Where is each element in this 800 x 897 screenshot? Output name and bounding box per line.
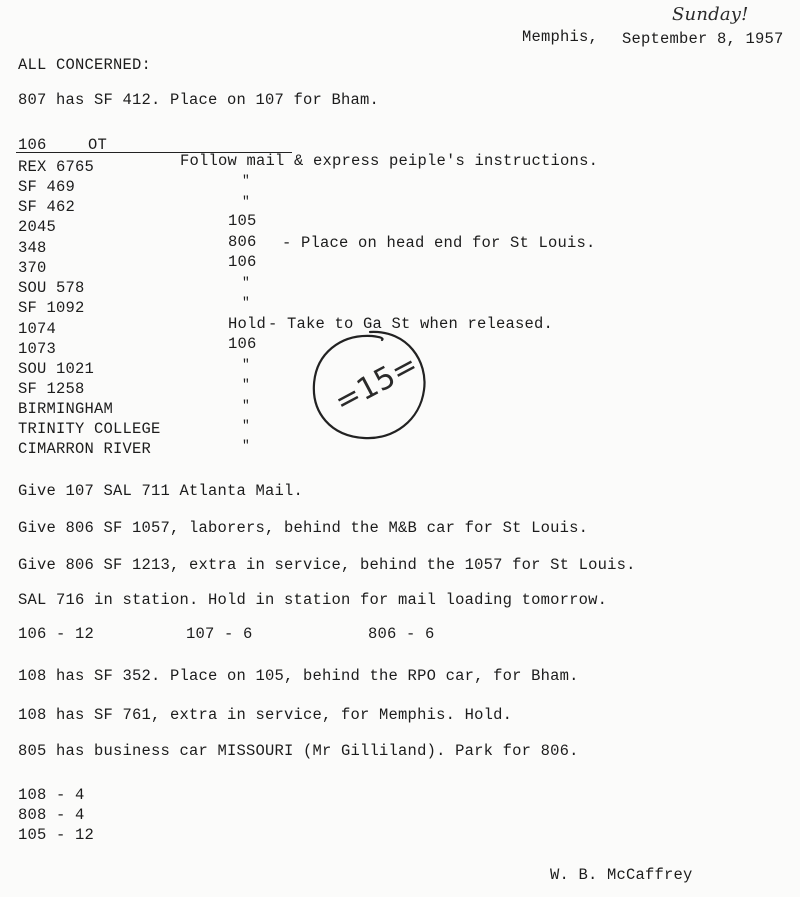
count-entry: 108 - 4 (18, 786, 85, 804)
salutation: ALL CONCERNED: (18, 56, 152, 74)
circled-number-stamp (310, 328, 430, 442)
instruction-line: 805 has business car MISSOURI (Mr Gilliland). Park for 806. (18, 742, 579, 760)
place-label: Memphis, (522, 28, 599, 46)
table-row-train: 106 (228, 335, 257, 353)
intro-line: 807 has SF 412. Place on 107 for Bham. (18, 91, 380, 109)
count-entry: 808 - 4 (18, 806, 85, 824)
table-header-ot: OT (88, 136, 108, 154)
instruction-line: Give 107 SAL 711 Atlanta Mail. (18, 482, 304, 500)
table-row-car: SOU 1021 (18, 360, 95, 378)
table-row-car: 370 (18, 259, 47, 277)
table-row-car: 1073 (18, 340, 57, 358)
table-row-car: REX 6765 (18, 158, 95, 176)
table-row-train: Hold (228, 315, 267, 333)
table-row-note: Follow mail & express peiple's instructions. (180, 152, 599, 170)
count-entry: 107 - 6 (186, 625, 253, 643)
table-row-car: 1074 (18, 320, 57, 338)
instruction-line: 108 has SF 352. Place on 105, behind the RPO car, for Bham. (18, 667, 579, 685)
ditto-mark: " (242, 275, 251, 290)
ditto-mark: " (242, 194, 251, 209)
instruction-line: 108 has SF 761, extra in service, for Memphis. Hold. (18, 706, 513, 724)
table-row-car: BIRMINGHAM (18, 400, 114, 418)
table-row-car: TRINITY COLLEGE (18, 420, 161, 438)
instruction-line: Give 806 SF 1213, extra in service, behind the 1057 for St Louis. (18, 556, 636, 574)
instruction-line: Give 806 SF 1057, laborers, behind the M&B car for St Louis. (18, 519, 589, 537)
ditto-mark: " (242, 398, 251, 413)
table-row-train: 806 (228, 233, 257, 251)
ditto-mark: " (242, 418, 251, 433)
table-row-train: 105 (228, 212, 257, 230)
handwritten-day-note: Sunday! (672, 4, 749, 25)
table-row-car: SF 462 (18, 198, 76, 216)
circled-number-text: =15= (328, 347, 425, 420)
count-entry: 105 - 12 (18, 826, 95, 844)
ditto-mark: " (242, 438, 251, 453)
table-row-note: - Take to Ga St when released. (268, 315, 554, 333)
ditto-mark: " (242, 295, 251, 310)
ditto-mark: " (242, 377, 251, 392)
count-entry: 106 - 12 (18, 625, 95, 643)
table-row-note: - Place on head end for St Louis. (282, 234, 596, 252)
table-row-car: SF 1258 (18, 380, 85, 398)
instruction-line: SAL 716 in station. Hold in station for mail loading tomorrow. (18, 591, 608, 609)
table-row-car: SF 1092 (18, 299, 85, 317)
table-row-train: 106 (228, 253, 257, 271)
ditto-mark: " (242, 357, 251, 372)
table-header-train: 106 (18, 136, 47, 154)
ditto-mark: " (242, 173, 251, 188)
signature: W. B. McCaffrey (550, 866, 693, 884)
count-entry: 806 - 6 (368, 625, 435, 643)
table-row-car: CIMARRON RIVER (18, 440, 152, 458)
table-row-car: 348 (18, 239, 47, 257)
table-row-car: SF 469 (18, 178, 76, 196)
table-row-car: SOU 578 (18, 279, 85, 297)
document-date: September 8, 1957 (622, 30, 784, 48)
table-row-car: 2045 (18, 218, 57, 236)
